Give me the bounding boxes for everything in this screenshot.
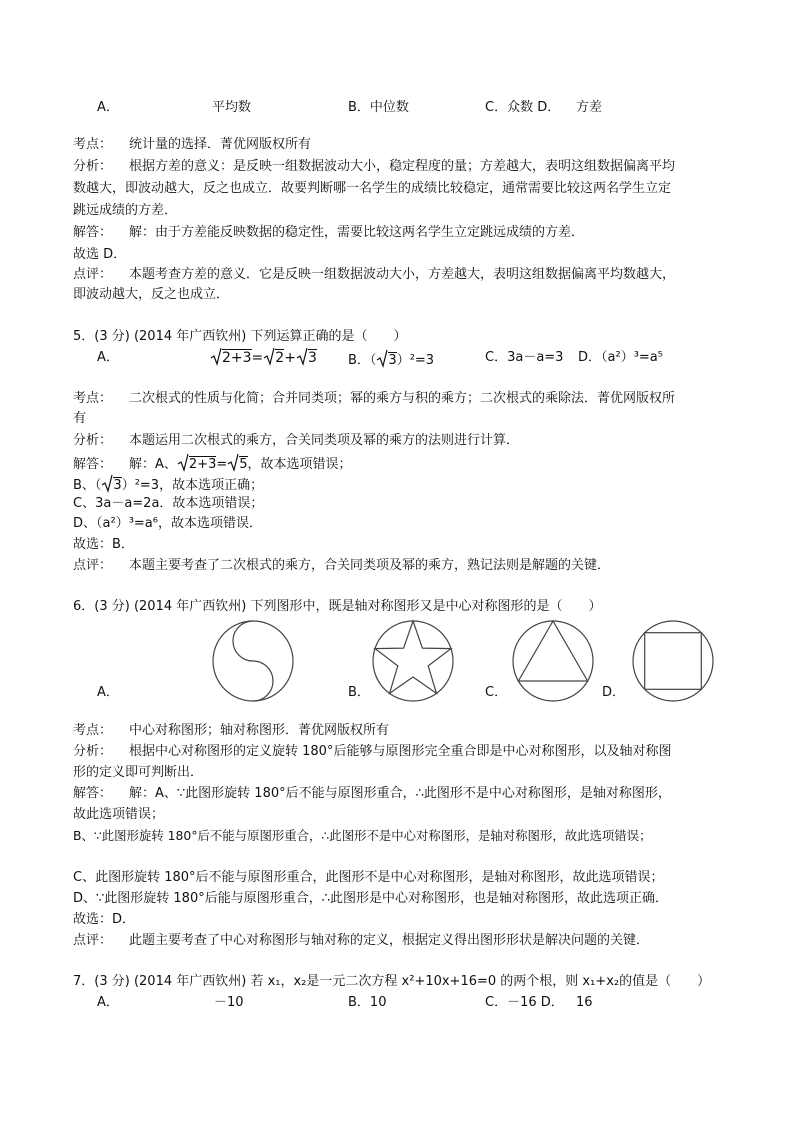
q5-option-b-label: B．（ [348,353,377,368]
q5-jieda-d: D、（a²）³=a⁶，故本选项错误． [73,516,262,531]
q6-guxuan: 故选：D． [73,912,136,927]
q5-fenxi [73,431,519,451]
star-in-circle-figure [370,618,456,704]
q6-option-a: A． [97,685,119,700]
radicand: 2 [275,350,285,366]
jieda-label: 解答： [73,225,113,240]
kaodian-text: 中心对称图形；轴对称图形．菁优网版权所有 [129,723,390,738]
q4-option-a-text: 平均数 [212,100,252,115]
q6-jieda-d: D、∵此图形旋转 180°后能与原图形重合，∴此图形是中心对称图形，也是轴对称图形，故此选项正确． [73,891,668,906]
radical-sign [227,452,239,475]
triangle-in-circle-figure [510,618,596,704]
fenxi-text: 根据方差的意义：是反映一组数据波动大小，稳定程度的量；方差越大，表明这组数据偏离平均 [129,159,676,174]
plus-sign: + [284,350,296,366]
radical-sign [296,346,308,368]
q6-fenxi-2: 形的定义即可判断出． [73,765,204,780]
kaodian-label: 考点： [73,723,113,738]
radical-sign [210,346,222,368]
kaodian-text: 统计量的选择．菁优网版权所有 [129,137,312,152]
q5-kaodian-2: 有 [73,411,87,426]
q5-jieda-c: C、3a－a=2a．故本选项错误； [73,496,264,511]
q4-option-a-label: A． [97,100,119,115]
dianping-text: 本题主要考查了二次根式的乘方，合关同类项及幂的乘方，熟记法则是解题的关键． [129,558,611,573]
q4-option-d-text: 方差 [576,100,603,115]
q5-jieda-a [73,452,352,475]
radicand: 2+3 [222,350,252,366]
dianping-label: 点评： [73,267,113,282]
q7-option-d-text: 16 [576,995,593,1010]
q6-option-b: B． [348,685,370,700]
q6-option-c: C． [485,685,508,700]
radicand: 2+3 [188,457,217,472]
q6-jieda-b: B、∵此图形旋转 180°后不能与原图形重合，∴此图形不是中心对称图形，是轴对称图形，故此选项错误； [73,828,652,843]
q5-jieda-b [73,473,263,496]
dianping-text: 本题考查方差的意义．它是反映一组数据波动大小，方差越大，表明这组数据偏离平均数越大， [129,267,676,282]
radicand: 3 [113,478,122,493]
q4-option-b: B．中位数 [348,100,409,115]
q5-dianping [73,556,610,576]
q5-guxuan: 故选：B． [73,537,134,552]
jieda-text: 解：A、∵此图形旋转 180°后不能与原图形重合，∴此图形不是中心对称图形，是轴对称图形， [129,786,671,801]
jieda-label: 解答： [73,457,113,472]
radicand: 3 [307,350,317,366]
q5-stem: 5．(3 分) (2014 年广西钦州) 下列运算正确的是（ ） [73,329,407,344]
radical-sign [101,473,113,496]
fenxi-label: 分析： [73,744,113,759]
q4-option-c-d: C．众数 D． [485,100,561,115]
q4-kaodian [73,135,311,155]
jieda-text: 解：由于方差能反映数据的稳定性，需要比较这两名学生立定跳远成绩的方差． [129,225,585,240]
q5-option-b-tail: ）²=3 [396,353,435,368]
q4-fenxi-3: 跳远成绩的方差． [73,203,178,218]
q7-option-b: B．10 [348,995,387,1010]
q4-fenxi-1 [73,157,675,177]
q4-guxuan: 故选 D． [73,247,127,262]
q6-jieda-a1 [73,784,671,804]
dianping-label: 点评： [73,933,113,948]
kaodian-label: 考点： [73,391,113,406]
q4-dianping-1 [73,265,675,285]
q6-option-d: D． [602,685,626,700]
q4-fenxi-2: 数越大，即波动越大，反之也成立．故要判断哪一名学生的成绩比较稳定，通常需要比较这两名学生立定 [73,181,672,196]
q7-option-a-label: A． [97,995,119,1010]
q5-option-b [348,348,434,371]
jieda-a-tail: ，故本选项错误； [247,457,352,472]
q5-kaodian-1 [73,389,675,409]
kaodian-label: 考点： [73,137,113,152]
jieda-a-prefix: 解：A、 [129,457,177,472]
q5-option-c: C．3a－a=3 [485,350,564,365]
jieda-label: 解答： [73,786,113,801]
yin-yang-figure [210,618,296,704]
q5-option-a-label: A． [97,350,119,365]
q5-option-a-expr [210,346,317,368]
fenxi-text: 本题运用二次根式的乘方，合关同类项及幂的乘方的法则进行计算． [129,433,520,448]
q7-option-a-text: －10 [214,995,244,1010]
radical-sign [177,452,189,475]
q6-kaodian [73,721,389,741]
q5-option-d: D．（a²）³=a⁵ [578,350,663,365]
q6-jieda-a2: 故此选项错误； [73,807,165,822]
equals-sign: = [251,350,264,366]
dianping-text: 此题主要考查了中心对称图形与轴对称的定义，根据定义得出图形形状是解决问题的关键． [129,933,650,948]
jieda-b-prefix: B、（ [73,478,102,493]
fenxi-label: 分析： [73,433,113,448]
radical-sign [263,346,275,368]
q7-option-c-d: C．－16 D． [485,995,564,1010]
q6-dianping [73,931,649,951]
dianping-label: 点评： [73,558,113,573]
fenxi-text: 根据中心对称图形的定义旋转 180°后能够与原图形完全重合即是中心对称图形，以及轴对称图 [129,744,672,759]
kaodian-text: 二次根式的性质与化简；合并同类项；幂的乘方与积的乘方；二次根式的乘除法．菁优网版权所 [129,391,676,406]
q6-stem: 6．(3 分) (2014 年广西钦州) 下列图形中，既是轴对称图形又是中心对称图形的是（ ） [73,599,602,614]
radicand: 3 [388,353,397,368]
radicand: 5 [239,457,248,472]
q6-fenxi-1 [73,742,671,762]
square-in-circle-figure [630,618,716,704]
q7-stem: 7．(3 分) (2014 年广西钦州) 若 x₁，x₂是一元二次方程 x²+10x+16=0 的两个根，则 x₁+x₂的值是（ ） [73,974,711,989]
radical-sign [376,348,388,371]
q4-jieda [73,223,584,243]
q6-jieda-c: C、此图形旋转 180°后不能与原图形重合，此图形不是中心对称图形，是轴对称图形，故此选项错误； [73,870,664,885]
fenxi-label: 分析： [73,159,113,174]
not-equal-sign: = [216,457,228,472]
jieda-b-tail: ）²=3，故本选项正确； [121,478,264,493]
q4-dianping-2: 即波动越大，反之也成立． [73,287,230,302]
